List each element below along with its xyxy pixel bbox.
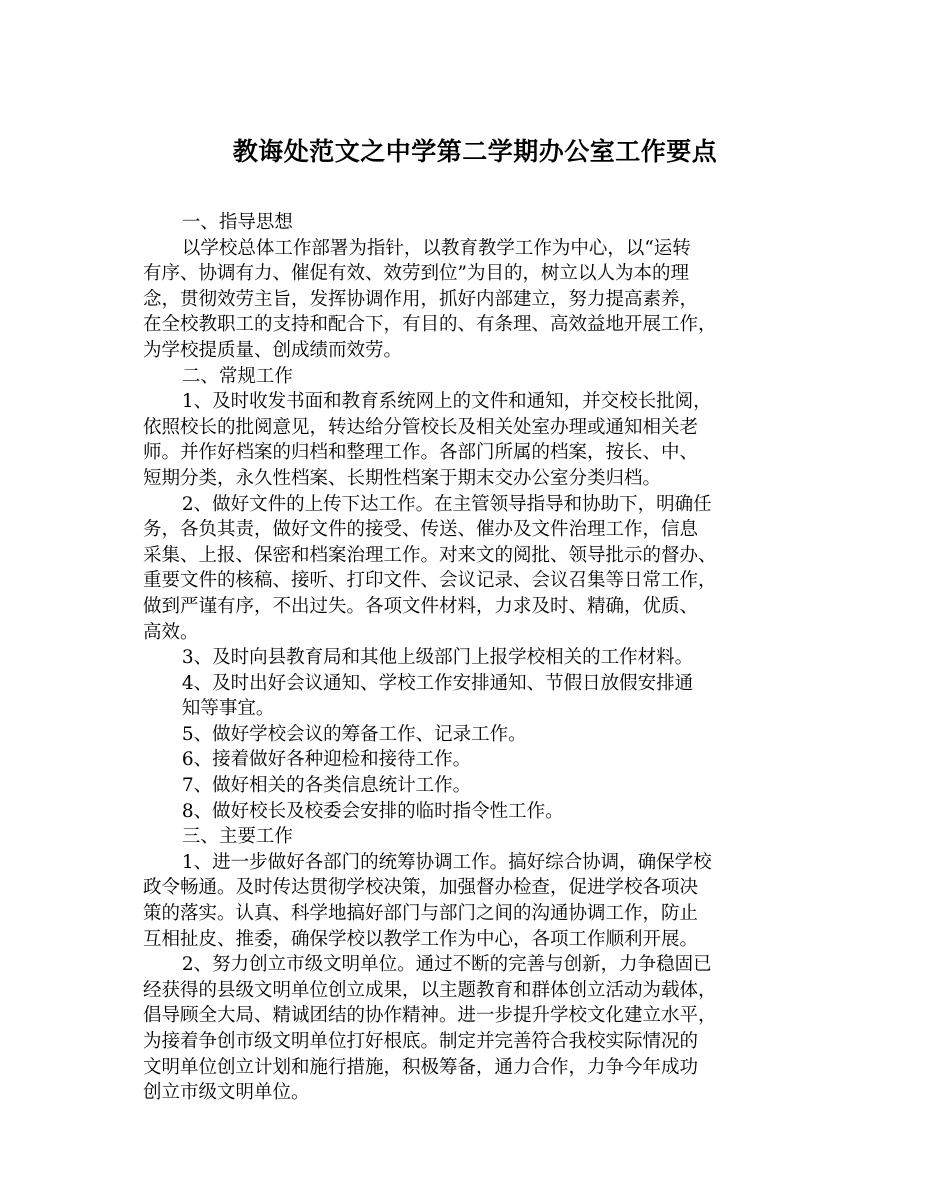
paragraph xyxy=(143,747,823,773)
text-line: 1、进一步做好各部门的统筹协调工作。搞好综合协调，确保学校 xyxy=(181,851,712,873)
text-line: 为接着争创市级文明单位打好根底。制定并完善符合我校实际情况的 xyxy=(143,1031,699,1052)
text-line: 三、主要工作 xyxy=(181,826,293,848)
text-line: 短期分类，永久性档案、长期性档案于期末交办公室分类归档。 xyxy=(143,467,662,489)
text-line: 依照校长的批阅意见，转达给分管校长及相关处室办理或通知相关老 xyxy=(143,416,699,438)
paragraph xyxy=(143,799,823,825)
text-line: 师。并作好档案的归档和整理工作。各部门所属的档案，按长、中、 xyxy=(143,442,699,464)
text-line: 5、做好学校会议的筹备工作、记录工作。 xyxy=(181,723,527,745)
text-line: 4、及时出好会议通知、学校工作安排通知、节假日放假安排通 xyxy=(181,672,694,694)
paragraph xyxy=(143,236,823,364)
paragraph xyxy=(143,696,823,722)
text-line: 1、及时收发书面和教育系统网上的文件和通知，并交校长批阅， xyxy=(181,391,712,413)
paragraph xyxy=(143,492,823,646)
section-heading xyxy=(143,824,823,850)
text-line: 有序、协调有力、催促有效、效劳到位”为目的，树立以人为本的理 xyxy=(143,263,689,285)
text-line: 知等事宜。 xyxy=(181,698,275,720)
text-line: 以学校总体工作部署为指针，以教育教学工作为中心，以“运转 xyxy=(181,237,691,259)
document-title: 教诲处范文之中学第二学期办公室工作要点 xyxy=(232,137,718,166)
text-line: 在全校教职工的支持和配合下，有目的、有条理、高效益地开展工作， xyxy=(143,314,717,336)
text-line: 倡导顾全大局、精诚团结的协作精神。进一步提升学校文化建立水平， xyxy=(143,1005,717,1027)
document-body xyxy=(143,210,823,1106)
text-line: 3、及时向县教育局和其他上级部门上报学校相关的工作材料。 xyxy=(181,647,694,669)
text-line: 6、接着做好各种迎检和接待工作。 xyxy=(181,749,472,771)
section-heading xyxy=(143,364,823,390)
text-line: 一、指导思想 xyxy=(181,212,293,233)
paragraph xyxy=(143,671,823,697)
paragraph xyxy=(143,389,823,491)
text-line: 政令畅通。及时传达贯彻学校决策，加强督办检查，促进学校各项决 xyxy=(143,877,699,899)
text-line: 策的落实。认真、科学地搞好部门与部门之间的沟通协调工作，防止 xyxy=(143,903,699,925)
text-line: 7、做好相关的各类信息统计工作。 xyxy=(181,775,472,797)
paragraph xyxy=(143,850,823,952)
text-line: 重要文件的核稿、接听、打印文件、会议记录、会议召集等日常工作， xyxy=(143,570,717,592)
paragraph xyxy=(143,952,823,1106)
text-line: 采集、上报、保密和档案治理工作。对来文的阅批、领导批示的督办、 xyxy=(143,544,717,566)
section-heading xyxy=(143,210,823,236)
text-line: 做到严谨有序，不出过失。各项文件材料，力求及时、精确，优质、 xyxy=(143,595,699,617)
text-line: 2、努力创立市级文明单位。通过不断的完善与创新，力争稳固已 xyxy=(181,954,712,976)
text-line: 文明单位创立计划和施行措施，积极筹备，通力合作，力争今年成功 xyxy=(143,1056,699,1078)
text-line: 经获得的县级文明单位创立成果，以主题教育和群体创立活动为载体， xyxy=(143,979,717,1001)
text-line: 8、做好校长及校委会安排的临时指令性工作。 xyxy=(181,800,564,822)
text-line: 2、做好文件的上传下达工作。在主管领导指导和协助下，明确任 xyxy=(181,493,712,515)
text-line: 二、常规工作 xyxy=(181,365,293,387)
paragraph xyxy=(143,645,823,671)
text-line: 念，贯彻效劳主旨，发挥协调作用，抓好内部建立，努力提高素养， xyxy=(143,288,699,310)
text-line: 务，各负其责，做好文件的接受、传送、催办及文件治理工作，信息 xyxy=(143,519,699,541)
paragraph xyxy=(143,773,823,799)
text-line: 创立市级文明单位。 xyxy=(143,1082,310,1104)
text-line: 高效。 xyxy=(143,621,199,643)
text-line: 互相扯皮、推委，确保学校以教学工作为中心，各项工作顺利开展。 xyxy=(143,928,699,950)
paragraph xyxy=(143,722,823,748)
text-line: 为学校提质量、创成绩而效劳。 xyxy=(143,339,403,361)
